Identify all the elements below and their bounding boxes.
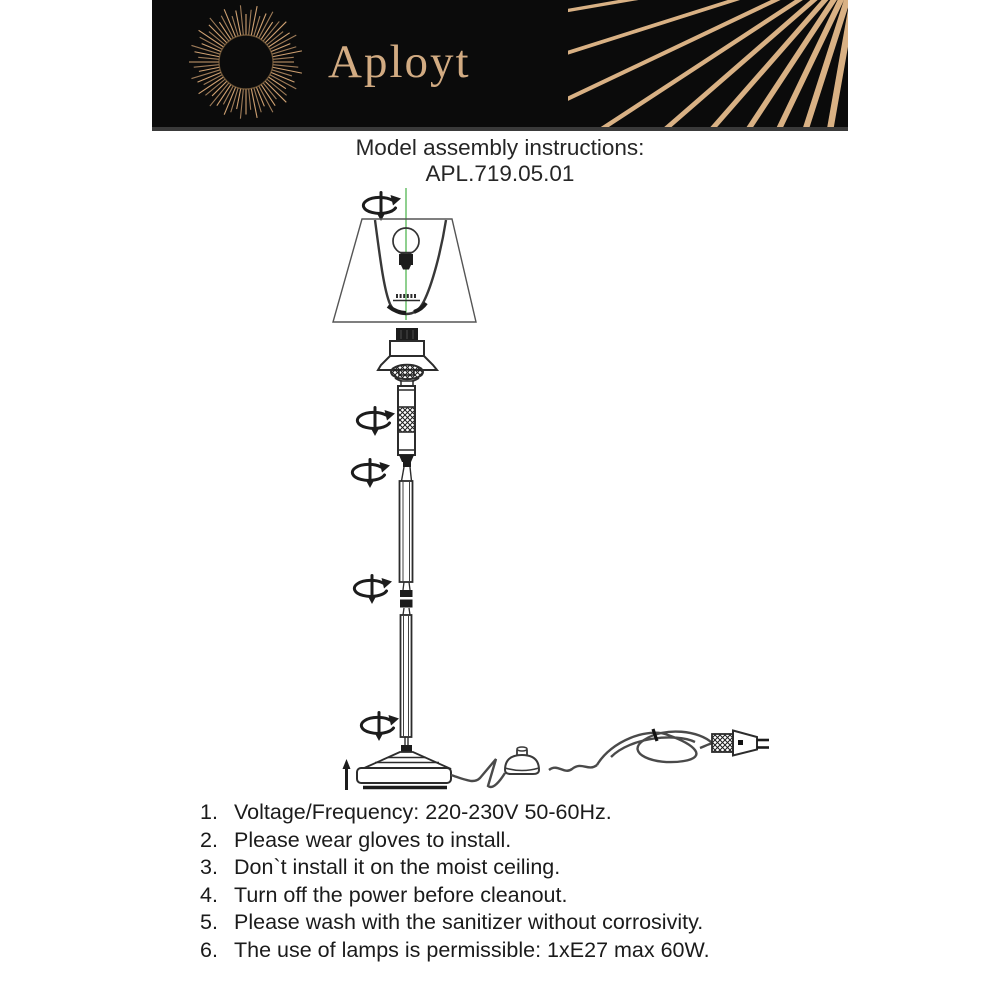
item-text: Please wear gloves to install. bbox=[234, 827, 512, 852]
assembly-diagram bbox=[150, 185, 800, 797]
instruction-item bbox=[200, 827, 900, 855]
upper-tube bbox=[400, 481, 413, 590]
item-number: 2. bbox=[200, 827, 218, 852]
item-text: Turn off the power before cleanout. bbox=[234, 882, 568, 907]
foot-switch bbox=[505, 747, 539, 774]
direction-arrow-icon bbox=[343, 759, 351, 790]
ray-fan-icon bbox=[568, 0, 848, 127]
decorative-ball bbox=[391, 365, 423, 379]
item-number: 5. bbox=[200, 910, 218, 935]
model-number: APL.719.05.01 bbox=[425, 160, 575, 186]
sunburst-icon bbox=[170, 4, 322, 122]
rotation-arrow-icon bbox=[357, 408, 395, 437]
base-cone bbox=[362, 752, 451, 769]
lampshade bbox=[333, 219, 476, 322]
item-number: 3. bbox=[200, 855, 218, 880]
instruction-item bbox=[200, 937, 900, 965]
upper-rod bbox=[398, 386, 415, 481]
brand-banner bbox=[152, 0, 848, 131]
tube-coupler bbox=[400, 590, 413, 615]
rotation-arrow-icon bbox=[352, 460, 390, 489]
item-text: Please wash with the sanitizer without corrosivity. bbox=[234, 910, 704, 935]
item-text: Voltage/Frequency: 220-230V 50-60Hz. bbox=[234, 800, 612, 824]
title-line-1: Model assembly instructions: bbox=[355, 135, 645, 160]
instruction-item bbox=[200, 854, 900, 882]
item-number: 4. bbox=[200, 882, 218, 907]
lower-tube bbox=[401, 615, 412, 745]
power-plug bbox=[712, 731, 769, 756]
instruction-item bbox=[200, 909, 900, 937]
rotation-arrow-icon bbox=[361, 713, 399, 742]
instruction-item bbox=[200, 882, 900, 910]
knurled-band bbox=[398, 407, 415, 432]
socket-assembly bbox=[378, 328, 437, 386]
rotation-arrow-icon bbox=[354, 576, 392, 605]
item-text: The use of lamps is permissible: 1xE27 max 60W. bbox=[234, 937, 710, 962]
brand-name: Aployt bbox=[328, 35, 471, 88]
rod-coupler bbox=[403, 461, 411, 467]
rotation-arrow-icon bbox=[363, 193, 401, 222]
instruction-item bbox=[200, 799, 900, 827]
item-number: 6. bbox=[200, 937, 218, 962]
page-title bbox=[0, 135, 1000, 186]
item-text: Don`t install it on the moist ceiling. bbox=[234, 855, 561, 880]
lamp-base bbox=[357, 745, 451, 788]
instruction-list bbox=[200, 799, 900, 965]
item-number: 1. bbox=[200, 800, 218, 824]
power-cord bbox=[451, 732, 713, 787]
